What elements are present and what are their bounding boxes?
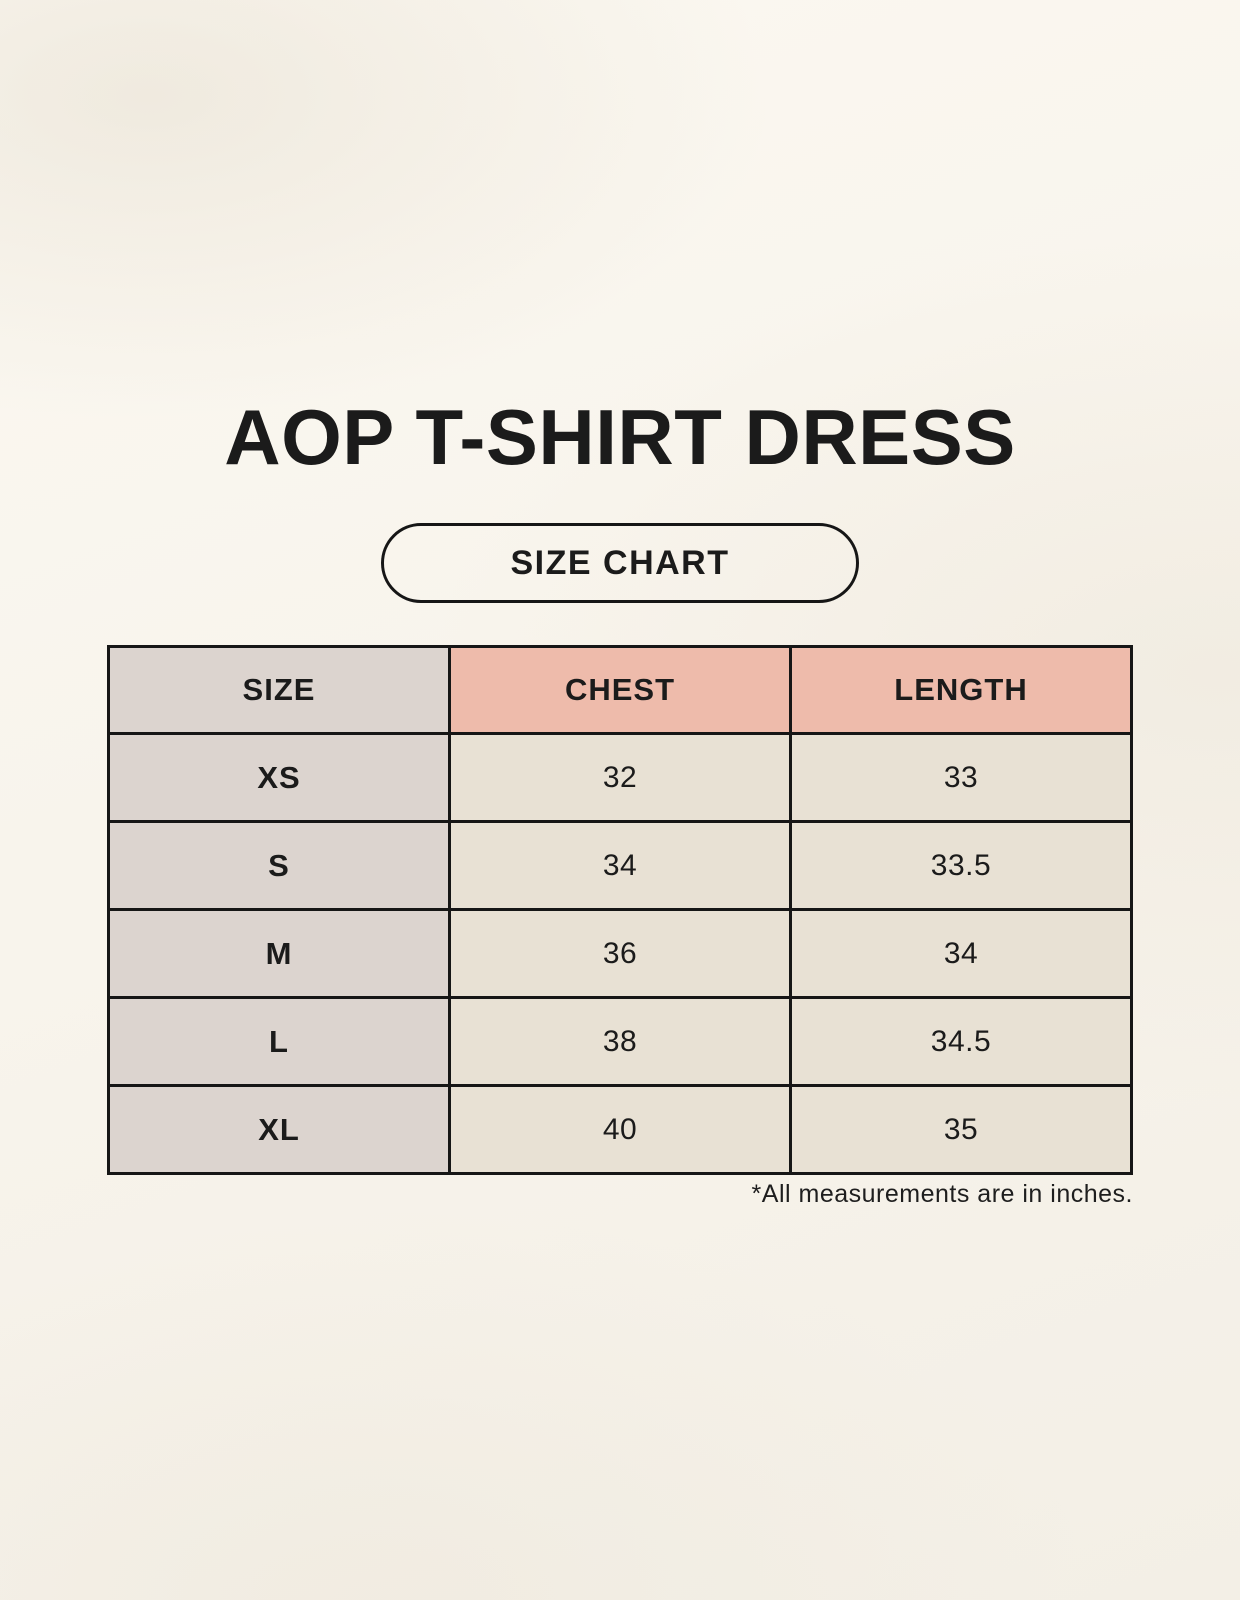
length-value-cell: 33.5 [791,822,1132,910]
size-label-cell: XL [109,1086,450,1174]
chest-value-cell: 32 [450,734,791,822]
table-row [109,910,1132,998]
size-table-body [109,734,1132,1174]
chest-value-cell: 34 [450,822,791,910]
header-cell-size: SIZE [109,647,450,734]
header-row [109,647,1132,734]
size-chart-table [107,645,1133,1175]
size-label-cell: XS [109,734,450,822]
chest-value-cell: 38 [450,998,791,1086]
chest-value-cell: 36 [450,910,791,998]
table-row [109,998,1132,1086]
table-row [109,1086,1132,1174]
chest-value-cell: 40 [450,1086,791,1174]
measurements-footnote: *All measurements are in inches. [751,1180,1133,1208]
size-label-cell: L [109,998,450,1086]
table-row [109,822,1132,910]
size-table-header [109,647,1132,734]
length-value-cell: 33 [791,734,1132,822]
size-label-cell: M [109,910,450,998]
header-cell-chest: CHEST [450,647,791,734]
length-value-cell: 34.5 [791,998,1132,1086]
size-chart-badge-label: SIZE CHART [510,543,730,582]
size-chart-badge [381,523,859,603]
table-row [109,734,1132,822]
size-label-cell: S [109,822,450,910]
page-title: AOP T-SHIRT DRESS [224,393,1016,481]
length-value-cell: 35 [791,1086,1132,1174]
header-cell-length: LENGTH [791,647,1132,734]
length-value-cell: 34 [791,910,1132,998]
